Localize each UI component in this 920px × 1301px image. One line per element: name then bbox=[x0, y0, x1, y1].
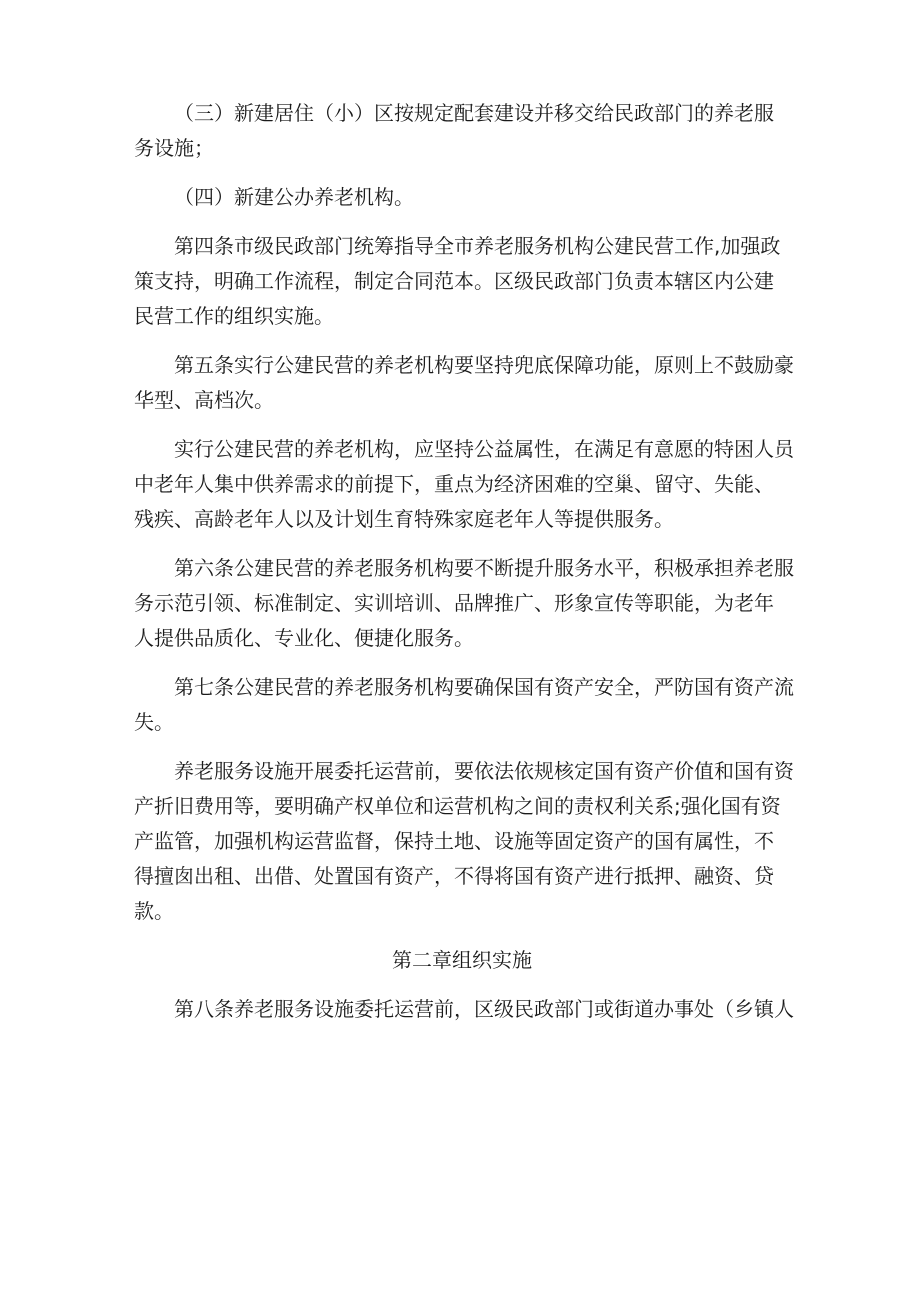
text-line: 失。 bbox=[134, 710, 174, 734]
text-line: 人提供品质化、专业化、便捷化服务。 bbox=[134, 626, 474, 650]
paragraph-item-3 bbox=[134, 96, 790, 166]
text-line: 款。 bbox=[134, 899, 174, 923]
text-line: 第七条公建民营的养老服务机构要确保国有资产安全，严防国有资产流 bbox=[174, 675, 794, 699]
text-line: 产监管，加强机构运营监督，保持土地、设施等固定资产的国有属性，不 bbox=[134, 829, 774, 853]
chapter-title: 第二章组织实施 bbox=[392, 948, 532, 972]
text-line: 务示范引领、标准制定、实训培训、品牌推广、形象宣传等职能，为老年 bbox=[134, 591, 774, 615]
text-line: 第六条公建民营的养老服务机构要不断提升服务水平，积极承担养老服 bbox=[174, 556, 794, 580]
text-line: 华型、高档次。 bbox=[134, 388, 274, 412]
paragraph-article-4 bbox=[134, 229, 790, 334]
paragraph-article-8 bbox=[134, 992, 794, 1027]
text-line: 养老服务设施开展委托运营前，要依法依规核定国有资产价值和国有资 bbox=[174, 759, 794, 783]
text-line: 残疾、高龄老年人以及计划生育特殊家庭老年人等提供服务。 bbox=[134, 507, 674, 531]
paragraph-article-6 bbox=[134, 551, 794, 656]
text-line: 得擅囱出租、出借、处置国有资产，不得将国有资产进行抵押、融资、贷 bbox=[134, 864, 774, 888]
text-line: 民营工作的组织实施。 bbox=[134, 304, 334, 328]
text-line: 实行公建民营的养老机构，应坚持公益属性，在满足有意愿的特困人员 bbox=[174, 437, 794, 461]
text-line: （三）新建居住（小）区按规定配套建设并移交给民政部门的养老服 bbox=[174, 101, 774, 125]
paragraph-article-7 bbox=[134, 670, 794, 740]
text-line: 第四条市级民政部门统筹指导全市养老服务机构公建民营工作,加强政 bbox=[174, 234, 781, 258]
text-line: 产折旧费用等，要明确产权单位和运营机构之间的责权利关系;强化国有资 bbox=[134, 794, 781, 818]
paragraph-item-4 bbox=[134, 180, 790, 215]
chapter-heading bbox=[134, 943, 790, 978]
text-line: （四）新建公办养老机构。 bbox=[174, 185, 414, 209]
text-line: 第八条养老服务设施委托运营前，区级民政部门或街道办事处（乡镇人 bbox=[174, 997, 794, 1021]
text-line: 第五条实行公建民营的养老机构要坚持兜底保障功能，原则上不鼓励豪 bbox=[174, 353, 794, 377]
text-line: 务设施； bbox=[134, 136, 214, 160]
text-line: 中老年人集中供养需求的前提下，重点为经济困难的空巢、留守、失能、 bbox=[134, 472, 774, 496]
text-line: 策支持，明确工作流程，制定合同范本。区级民政部门负责本辖区内公建 bbox=[134, 269, 774, 293]
paragraph-article-5 bbox=[134, 348, 794, 418]
paragraph-asset-management bbox=[134, 754, 794, 929]
paragraph-public-welfare bbox=[134, 432, 794, 537]
